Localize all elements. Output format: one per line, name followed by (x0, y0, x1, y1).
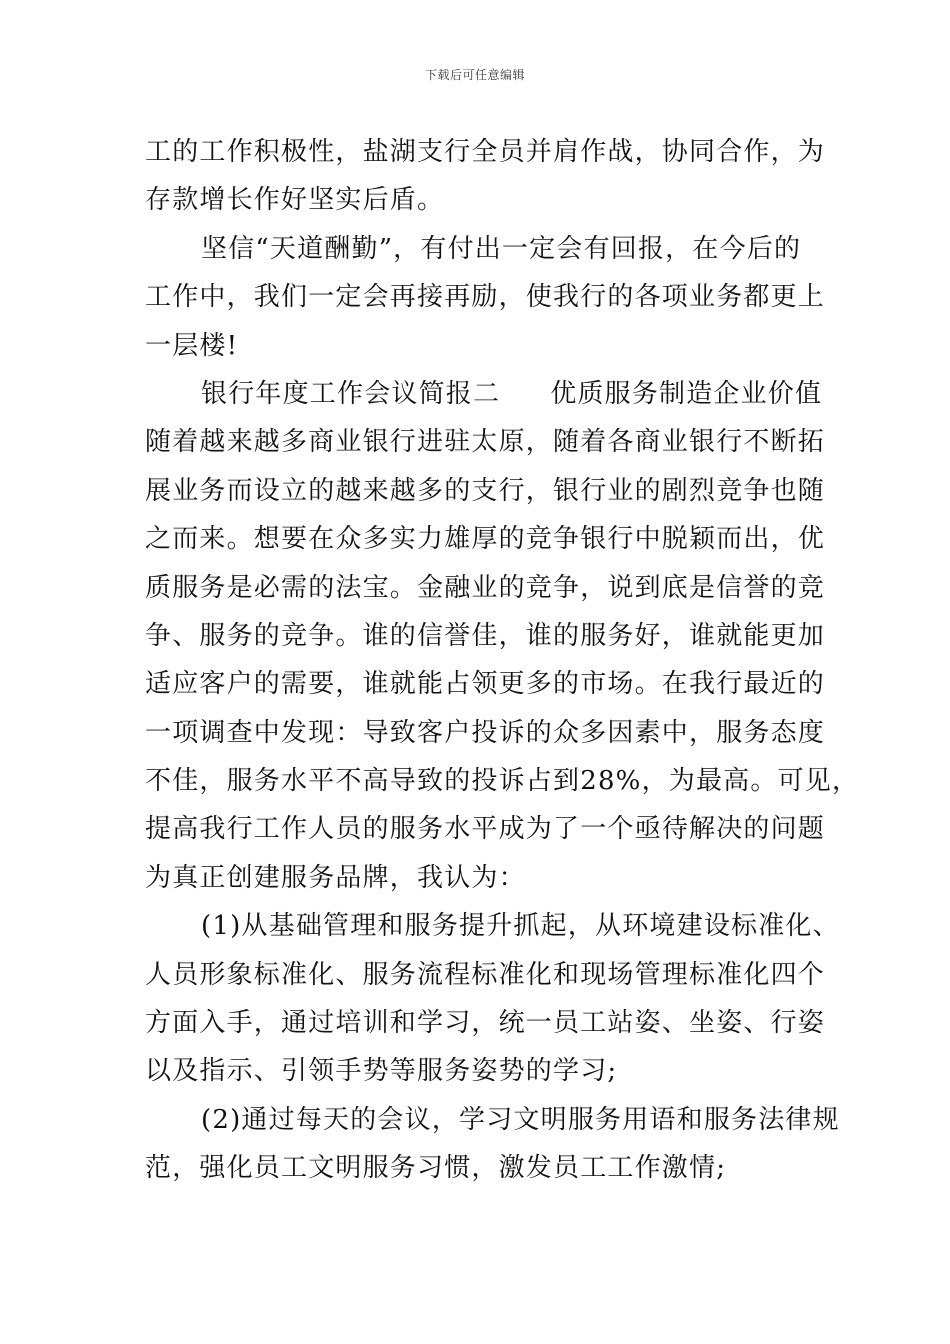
page-header: 下载后可任意编辑 (424, 68, 525, 82)
text-line: 适应客户的需要，谁就能占领更多的市场。在我行最近的 (145, 669, 826, 700)
text-line: 展业务而设立的越来越多的支行，银行业的剧烈竞争也随 (145, 475, 826, 506)
text-line: 工的工作积极性，盐湖支行全员并肩作战，协同合作，为 (145, 137, 826, 167)
text-line: 存款增长作好坚实后盾。 (145, 185, 445, 216)
document-body (145, 128, 860, 1193)
paragraph-2 (145, 225, 826, 370)
text-line: 以及指示、引领手势等服务姿势的学习; (145, 1056, 618, 1087)
text-line: 一层楼! (145, 330, 239, 361)
text-line: 不佳，服务水平不高导致的投诉占到28%，为最高。可见， (145, 766, 860, 797)
text-line: 之而来。想要在众多实力雄厚的竞争银行中脱颖而出，优 (145, 524, 826, 555)
text-line: 质服务是必需的法宝。金融业的竞争，说到底是信誉的竞 (145, 572, 826, 603)
paragraph-4 (145, 902, 840, 1096)
text-line: 坚信“天道酬勤”，有付出一定会有回报，在今后的 (201, 233, 802, 264)
text-line: (1)从基础管理和服务提升抓起，从环境建设标准化、 (201, 911, 840, 942)
text-line: 随着越来越多商业银行进驻太原，随着各商业银行不断拓 (145, 427, 826, 458)
text-line: 为真正创建服务品牌，我认为： (145, 862, 526, 893)
section-title-line (145, 370, 823, 418)
text-line: 工作中，我们一定会再接再励，使我行的各项业务都更上 (145, 282, 826, 313)
paragraph-5 (145, 1096, 840, 1193)
text-line: 范，强化员工文明服务习惯，激发员工工作激情; (145, 1153, 727, 1184)
section-subtitle: 优质服务制造企业价值 (550, 378, 823, 409)
section-title: 银行年度工作会议简报二 (201, 378, 501, 409)
text-line: 一项调查中发现：导致客户投诉的众多因素中，服务态度 (145, 717, 826, 748)
text-line: 提高我行工作人员的服务水平成为了一个亟待解决的问题 (145, 814, 826, 845)
paragraph-1 (145, 128, 826, 225)
text-line: 人员形象标准化、服务流程标准化和现场管理标准化四个 (145, 959, 826, 990)
paragraph-3 (145, 370, 860, 902)
text-line: 方面入手，通过培训和学习，统一员工站姿、坐姿、行姿 (145, 1008, 826, 1039)
text-line: (2)通过每天的会议，学习文明服务用语和服务法律规 (201, 1104, 840, 1135)
text-line: 争、服务的竞争。谁的信誉佳，谁的服务好，谁就能更加 (145, 620, 826, 651)
